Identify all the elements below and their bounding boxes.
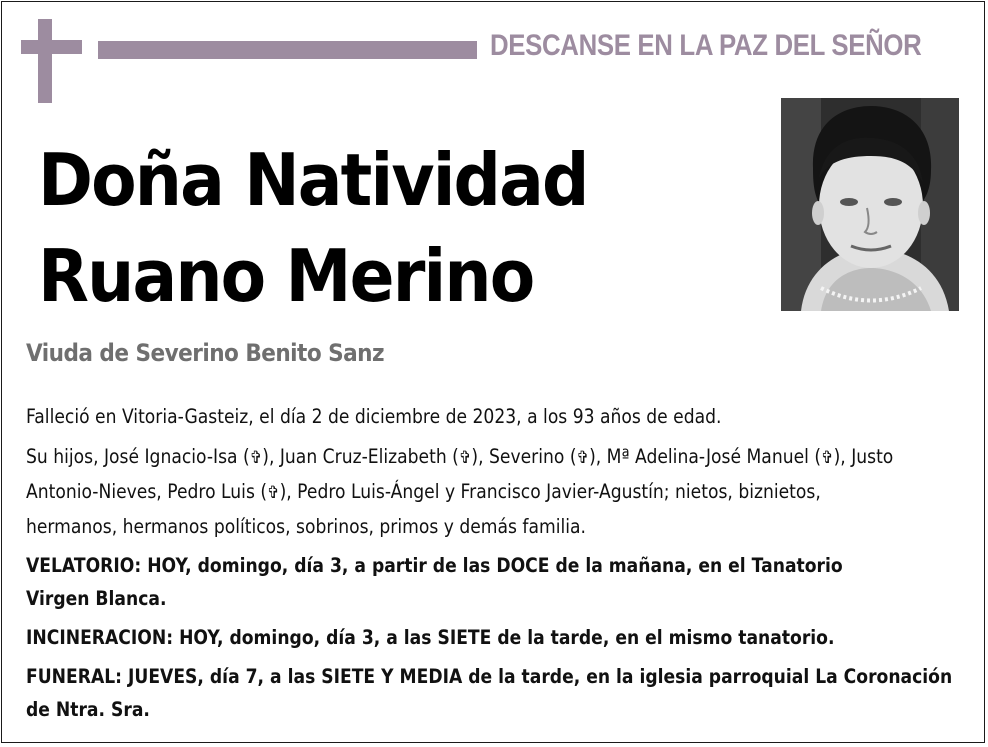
family-text: ), Mª Adelina-José Manuel ( bbox=[589, 445, 822, 468]
family-text: ), Pedro Luis-Ángel y Francisco Javier-Agustín; nietos, biznietos, hermanos, hermanos políticos, sobrinos, primos y demás familia. bbox=[26, 480, 821, 538]
obituary-card bbox=[1, 1, 985, 743]
deceased-subtitle: Viuda de Severino Benito Sanz bbox=[26, 339, 385, 367]
deceased-name bbox=[38, 132, 588, 324]
header-rule bbox=[98, 41, 477, 59]
family-notice bbox=[26, 440, 906, 543]
incineracion-notice: INCINERACION: HOY, domingo, día 3, a las SIETE de la tarde, en el mismo tanatorio. bbox=[26, 626, 835, 649]
family-text: ), Severino ( bbox=[471, 445, 577, 468]
family-text: Su hijos, José Ignacio-Isa ( bbox=[26, 445, 250, 468]
cross-icon-bar bbox=[21, 40, 82, 54]
family-text: ), Justo Antonio-Nieves, Pedro Luis ( bbox=[26, 445, 894, 503]
cross-icon: ✞ bbox=[249, 448, 263, 468]
cross-icon bbox=[38, 19, 52, 103]
funeral-notice: FUNERAL: JUEVES, día 7, a las SIETE Y MEDIA de la tarde, en la iglesia parroquial La Coronación de Ntra. Sra. bbox=[26, 665, 953, 721]
portrait-photo bbox=[781, 98, 959, 311]
cross-icon: ✞ bbox=[267, 483, 280, 503]
family-text: ), Juan Cruz-Elizabeth ( bbox=[262, 445, 459, 468]
deceased-name-line1: Doña Natividad bbox=[38, 138, 588, 222]
velatorio-notice: VELATORIO: HOY, domingo, día 3, a partir de las DOCE de la mañana, en el Tanatorio Virgen Blanca. bbox=[26, 554, 843, 610]
death-notice: Falleció en Vitoria-Gasteiz, el día 2 de diciembre de 2023, a los 93 años de edad. bbox=[26, 405, 722, 428]
cross-icon: ✞ bbox=[458, 448, 472, 468]
portrait-illustration bbox=[781, 98, 959, 311]
notice-body bbox=[26, 400, 959, 732]
cross-icon: ✞ bbox=[576, 448, 590, 468]
cross-icon: ✞ bbox=[821, 448, 834, 468]
deceased-name-line2: Ruano Merino bbox=[38, 234, 534, 318]
header-tagline: DESCANSE EN LA PAZ DEL SEÑOR bbox=[490, 29, 922, 62]
